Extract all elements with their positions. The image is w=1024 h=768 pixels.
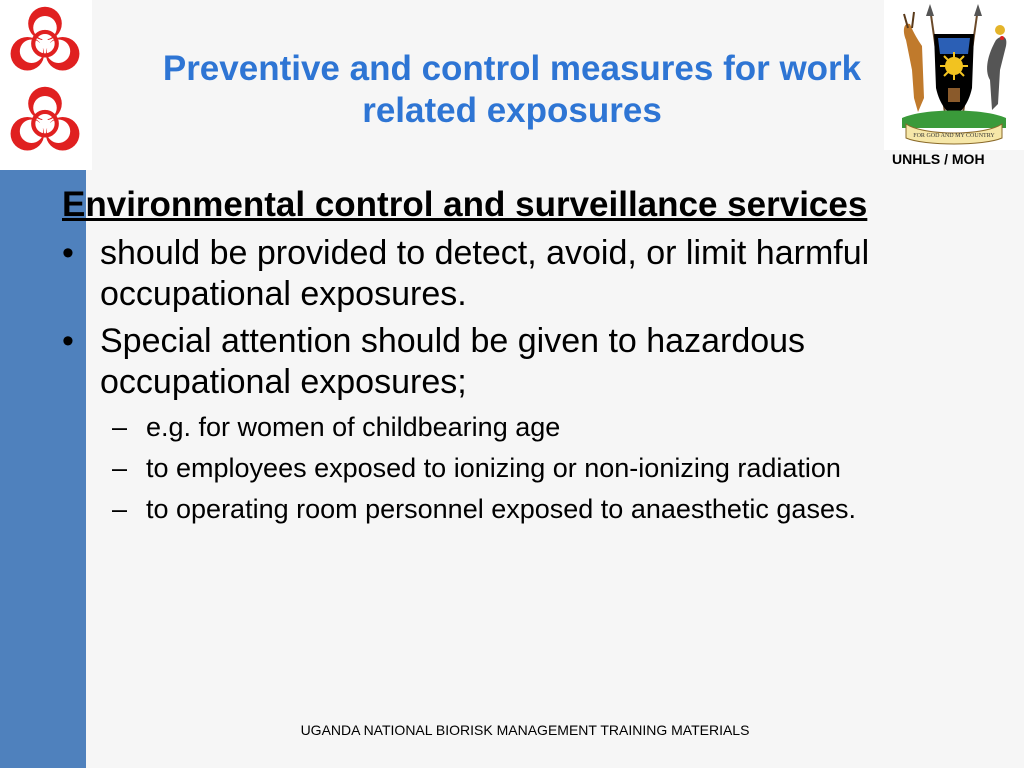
biohazard-icon [0, 0, 90, 84]
bullet-item [62, 321, 1012, 403]
sub-bullet-marker: – [112, 412, 128, 442]
title-line-1: Preventive and control measures for work [162, 49, 862, 88]
logo-caption: UNHLS / MOH [892, 151, 985, 167]
coat-of-arms-icon [884, 0, 1024, 150]
section-heading: Environmental control and surveillance services [62, 185, 868, 224]
coat-motto: FOR GOD AND MY COUNTRY [913, 133, 995, 139]
biohazard-icon [0, 80, 90, 164]
slide-title [100, 48, 924, 132]
slide-content [62, 183, 1012, 526]
bullet-text-line: occupational exposures; [100, 363, 467, 401]
sub-bullet-item [62, 452, 1012, 485]
bullet-marker: • [62, 322, 74, 360]
sub-bullet-item [62, 411, 1012, 444]
bullet-text-line: occupational exposures. [100, 275, 467, 313]
sub-bullet-text: e.g. for women of childbearing age [146, 412, 561, 442]
title-line-2: related exposures [362, 91, 662, 130]
sub-bullet-marker: – [112, 494, 128, 524]
bullet-text-line: should be provided to detect, avoid, or limit harmful [100, 234, 870, 272]
sub-bullet-marker: – [112, 453, 128, 483]
sub-bullet-item [62, 493, 1012, 526]
slide-footer: UGANDA NATIONAL BIORISK MANAGEMENT TRAINING MATERIALS [300, 722, 750, 738]
bullet-text-line: Special attention should be given to hazardous [100, 322, 806, 360]
sub-bullet-text: to operating room personnel exposed to anaesthetic gases. [146, 494, 856, 524]
bullet-item [62, 233, 1012, 315]
sub-bullet-text: to employees exposed to ionizing or non-ionizing radiation [146, 453, 841, 483]
bullet-marker: • [62, 234, 74, 272]
